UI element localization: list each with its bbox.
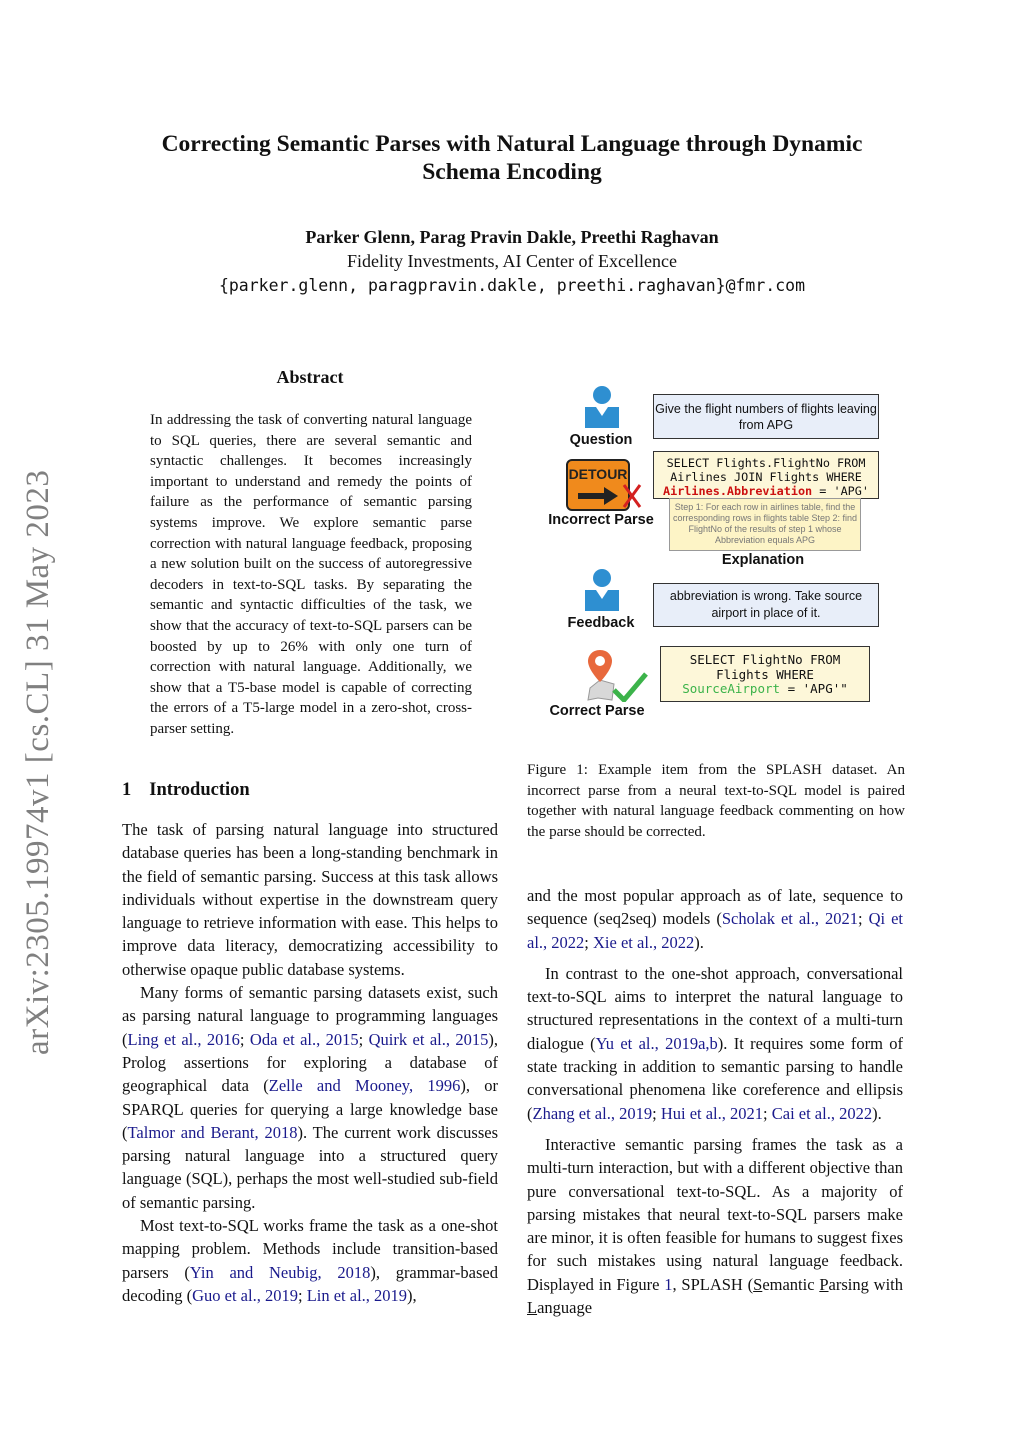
citation-link[interactable]: Zelle and Mooney, 1996: [268, 1076, 461, 1096]
figure-reference-link[interactable]: 1: [664, 1274, 673, 1294]
arxiv-identifier: arXiv:2305.19974v1 [cs.CL] 31 May 2023: [20, 469, 56, 1055]
authors: Parker Glenn, Parag Pravin Dakle, Preethi Raghavan: [305, 227, 719, 247]
figure-1-caption: Figure 1: Example item from the SPLASH dataset. An incorrect parse from a neural text-to-SQL model is paired together with natural language feedback commenting on how the parse should be corrected.: [527, 762, 905, 840]
paper-title: [0, 130, 1024, 186]
citation-link[interactable]: Hui et al., 2021: [660, 1103, 764, 1123]
citation-link[interactable]: Yin and Neubig, 2018: [189, 1262, 371, 1282]
paper-title-line-1: Correcting Semantic Parses with Natural Language through Dynamic: [161, 131, 863, 157]
citation-link[interactable]: Oda et al., 2015: [249, 1029, 359, 1049]
question-label: Question: [569, 432, 633, 448]
explanation-box: Step 1: For each row in airlines table, find the corresponding rows in flights table Step 2: find FlightNo of the results of step 1 whose Abbreviation equals APG: [669, 498, 861, 551]
feedback-box: abbreviation is wrong. Take source airport in place of it.: [653, 583, 879, 627]
paper-title-line-2: Schema Encoding: [422, 159, 602, 185]
intro-paragraph-3: Most text-to-SQL works frame the task as a one-shot mapping problem. Methods include transition-based parsers (Yin and Neubig, 2018), grammar-based decoding (Guo et al., 2019; Lin et al., 2019),: [122, 1216, 498, 1305]
question-box: Give the flight numbers of flights leaving from APG: [653, 394, 879, 439]
abstract-heading: Abstract: [276, 367, 344, 387]
feedback-label: Feedback: [567, 615, 635, 631]
incorrect-parse-label: Incorrect Parse: [548, 512, 654, 528]
intro-paragraph-2: Many forms of semantic parsing datasets exist, such as parsing natural language to programming languages (Ling et al., 2016; Oda et al., 2015; Quirk et al., 2015), Prolog assertions for exploring a database of geographical data (Zelle and Mooney, 1996), or SPARQL queries for querying a large knowledge base (Talmor and Berant, 2018). The current work discusses parsing natural language into a structured query language (SQL), perhaps the most well-studied sub-field of semantic parsing.: [122, 983, 499, 1212]
user-icon: [582, 568, 622, 612]
intro-paragraph-6: Interactive semantic parsing frames the task as a multi-turn interaction, but with a different objective than pure conversational text-to-SQL. As a majority of parsing mistakes that neural text-to-SQL parsers make are minor, it is often feasible for humans to suggest fixes for such mistakes using natural language feedback. Displayed in Figure 1, SPLASH (Semantic Parsing with Language: [527, 1134, 903, 1318]
correct-sql-box: SELECT FlightNo FROM Flights WHERE SourceAirport = 'APG'": [660, 646, 870, 702]
citation-link[interactable]: Scholak et al., 2021: [721, 909, 858, 929]
user-icon: [582, 385, 622, 429]
citation-link[interactable]: Lin et al., 2019: [306, 1285, 408, 1305]
section-number: 1: [122, 780, 132, 800]
section-heading: [122, 780, 250, 801]
incorrect-sql-box: SELECT Flights.FlightNo FROM Airlines JOIN Flights WHERE Airlines.Abbreviation = 'APG': [653, 451, 879, 499]
citation-link[interactable]: Qi et al., 2022: [527, 909, 903, 952]
left-column: [122, 818, 498, 1307]
abstract-text: In addressing the task of converting natural language to SQL queries, there are several semantic and syntactic challenges. It becomes increasingly important to understand and remedy the points of failure as the performance of semantic parsing systems improve. We explore semantic parse correction with natural language feedback, proposing a new solution built on the success of autoregressive decoders in text-to-SQL tasks. By separating the semantic and syntactic difficulties of the task, we show that the accuracy of text-to-SQL parsers can be boosted by up to 26% with only one turn of correction with natural language. Additionally, we show that a T5-base model is capable of correcting the errors of a T5-large model in a zero-shot, cross-parser setting.: [150, 412, 472, 737]
citation-link[interactable]: Quirk et al., 2015: [368, 1029, 489, 1049]
citation-link[interactable]: Zhang et al., 2019: [532, 1103, 653, 1123]
svg-text:DETOUR: DETOUR: [568, 466, 628, 482]
intro-paragraph-5: In contrast to the one-shot approach, conversational text-to-SQL aims to interpret the natural language to structured representations in the context of a multi-turn dialogue (Yu et al., 2019a,b). It requires some form of state tracking in addition to semantic parsing to handle conversational phenomena like coreference and ellipsis (Zhang et al., 2019; Hui et al., 2021; Cai et al., 2022).: [527, 963, 903, 1123]
affiliation: Fidelity Investments, AI Center of Excellence: [347, 251, 677, 271]
explanation-label: Explanation: [721, 552, 805, 568]
section-title: Introduction: [149, 780, 250, 800]
citation-link[interactable]: Guo et al., 2019: [192, 1285, 298, 1305]
author-emails: {parker.glenn, paragpravin.dakle, preethi.raghavan}@fmr.com: [218, 276, 806, 295]
citation-link[interactable]: Cai et al., 2022: [771, 1103, 873, 1123]
check-icon: [614, 674, 646, 700]
intro-paragraph-4: and the most popular approach as of late, sequence to sequence (seq2seq) models (Scholak et al., 2021; Qi et al., 2022; Xie et al., 2022).: [527, 886, 903, 952]
citation-link[interactable]: Talmor and Berant, 2018: [127, 1122, 298, 1142]
citation-link[interactable]: Yu et al., 2019a,b: [595, 1033, 718, 1053]
detour-sign-icon: [566, 459, 642, 513]
citation-link[interactable]: Ling et al., 2016: [127, 1029, 240, 1049]
citation-link[interactable]: Xie et al., 2022: [593, 932, 695, 952]
intro-paragraph-1: The task of parsing natural language into structured database queries has been a long-standing benchmark in the field of semantic parsing. Success at this task allows individuals without expertise in the downstream query language to retrieve information with ease. This helps to improve data literacy, democratizing accessibility to otherwise opaque public database systems.: [122, 820, 498, 979]
map-pin-icon: [584, 648, 650, 702]
correct-parse-label: Correct Parse: [549, 703, 645, 719]
right-column: [527, 884, 903, 1319]
